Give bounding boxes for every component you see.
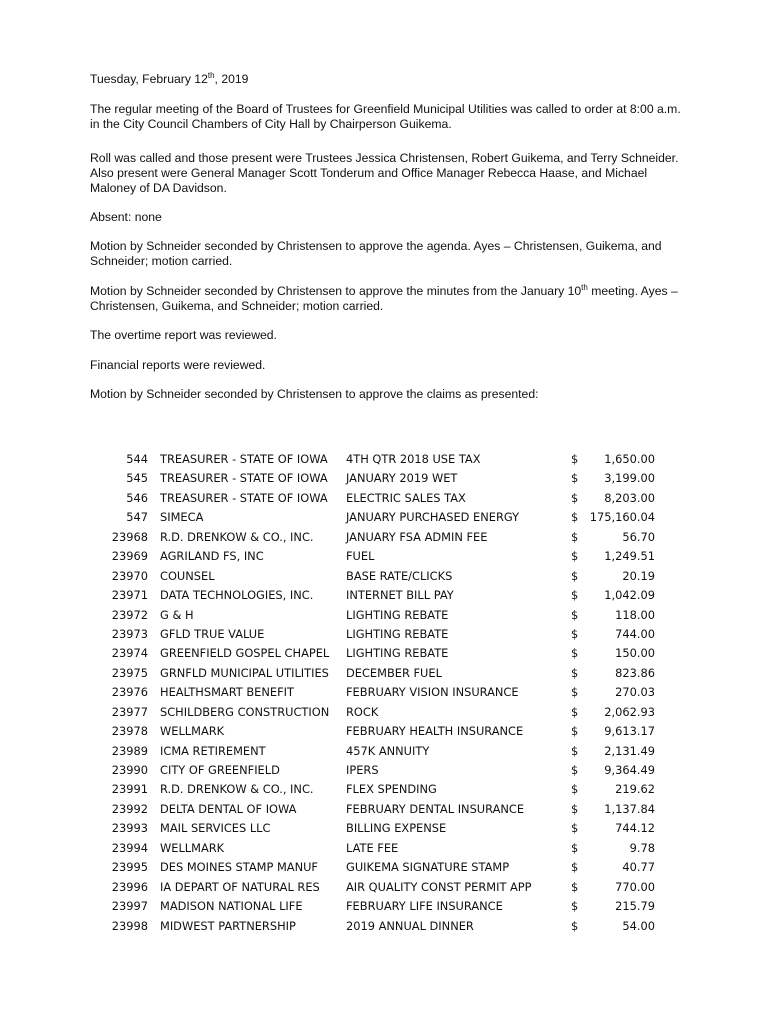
claim-number: 544	[126, 452, 148, 466]
claim-vendor: SIMECA	[160, 510, 204, 525]
claim-number: 23989	[111, 743, 148, 758]
claim-number: 23971	[111, 588, 148, 603]
claim-vendor: DATA TECHNOLOGIES, INC.	[160, 588, 314, 603]
claim-vendor: DES MOINES STAMP MANUF	[160, 860, 318, 875]
claim-row	[110, 780, 655, 799]
claim-description: 2019 ANNUAL DINNER	[346, 918, 474, 933]
claim-row	[110, 606, 655, 625]
claim-row	[110, 839, 655, 858]
claim-currency: $	[571, 724, 579, 739]
claim-row	[110, 528, 655, 547]
claim-number: 23993	[111, 821, 148, 836]
claim-row	[110, 917, 655, 936]
claim-vendor: TREASURER - STATE OF IOWA	[160, 452, 328, 466]
claim-currency: $	[571, 549, 579, 564]
claim-currency: $	[571, 918, 579, 933]
claim-amount: 3,199.00	[604, 471, 655, 486]
claim-description: AIR QUALITY CONST PERMIT APP	[346, 879, 532, 894]
claim-number: 23973	[111, 626, 148, 641]
claim-vendor: WELLMARK	[160, 724, 225, 739]
claim-currency: $	[571, 588, 579, 603]
absent-text: Absent: none	[90, 210, 162, 224]
claim-description: JANUARY FSA ADMIN FEE	[346, 529, 488, 544]
minutes-motion-rest: meeting. Ayes – Christensen, Guikema, and Schneider; motion carried.	[90, 284, 678, 313]
claim-amount: 2,131.49	[604, 743, 655, 758]
claim-row	[110, 761, 655, 780]
claim-currency: $	[571, 452, 579, 466]
claim-number: 23970	[111, 568, 148, 583]
claim-currency: $	[571, 626, 579, 641]
claim-vendor: GFLD TRUE VALUE	[160, 626, 265, 641]
claim-row	[110, 742, 655, 761]
claim-number: 23997	[111, 899, 148, 914]
claim-currency: $	[571, 704, 579, 719]
claim-description: 457K ANNUITY	[346, 743, 430, 758]
claim-amount: 744.12	[615, 821, 655, 836]
claim-amount: 1,137.84	[604, 801, 655, 816]
claim-currency: $	[571, 899, 579, 914]
claim-currency: $	[571, 821, 579, 836]
claim-description: BASE RATE/CLICKS	[346, 568, 453, 583]
claim-vendor: R.D. DRENKOW & CO., INC.	[160, 529, 314, 544]
claim-number: 23969	[111, 549, 148, 564]
claim-currency: $	[571, 801, 579, 816]
claim-currency: $	[571, 879, 579, 894]
claim-row	[110, 800, 655, 819]
claim-description: GUIKEMA SIGNATURE STAMP	[346, 860, 510, 875]
claim-amount: 175,160.04	[589, 510, 655, 525]
claim-amount: 744.00	[615, 626, 655, 641]
claim-amount: 9.78	[629, 840, 655, 855]
claim-row	[110, 489, 655, 508]
claim-description: ROCK	[346, 704, 379, 719]
claim-row	[110, 625, 655, 644]
claim-amount: 2,062.93	[604, 704, 655, 719]
claim-amount: 9,613.17	[604, 724, 655, 739]
claim-row	[110, 897, 655, 916]
claim-amount: 150.00	[615, 646, 655, 661]
claim-currency: $	[571, 743, 579, 758]
claim-currency: $	[571, 782, 579, 797]
claim-amount: 215.79	[615, 899, 655, 914]
claim-vendor: MADISON NATIONAL LIFE	[160, 899, 303, 914]
claim-amount: 8,203.00	[604, 490, 655, 505]
claim-description: LIGHTING REBATE	[346, 646, 449, 661]
claim-amount: 1,650.00	[604, 452, 655, 466]
claim-currency: $	[571, 607, 579, 622]
claim-row	[110, 586, 655, 605]
claim-row	[110, 878, 655, 897]
claim-vendor: G & H	[160, 607, 194, 622]
claim-description: INTERNET BILL PAY	[346, 588, 454, 603]
claim-vendor: GRNFLD MUNICIPAL UTILITIES	[160, 665, 329, 680]
claim-number: 23975	[111, 665, 148, 680]
claim-row	[110, 683, 655, 702]
claim-number: 23998	[111, 918, 148, 933]
claim-number: 23972	[111, 607, 148, 622]
roll-call-paragraph	[90, 151, 690, 196]
claim-row	[110, 703, 655, 722]
claim-vendor: IA DEPART OF NATURAL RES	[160, 879, 320, 894]
claim-description: FEBRUARY VISION INSURANCE	[346, 685, 519, 700]
claims-table	[110, 450, 655, 936]
minutes-motion-paragraph	[90, 284, 690, 314]
claim-vendor: GREENFIELD GOSPEL CHAPEL	[160, 646, 330, 661]
claim-row	[110, 469, 655, 488]
claim-amount: 56.70	[622, 529, 655, 544]
claim-currency: $	[571, 685, 579, 700]
overtime-paragraph	[90, 328, 690, 343]
claim-number: 23992	[111, 801, 148, 816]
claim-currency: $	[571, 568, 579, 583]
claim-description: FLEX SPENDING	[346, 782, 437, 797]
claim-number: 23991	[111, 782, 148, 797]
claim-row	[110, 567, 655, 586]
claims-motion-paragraph	[90, 387, 690, 402]
claim-description: IPERS	[346, 763, 379, 777]
claim-description: FEBRUARY HEALTH INSURANCE	[346, 724, 524, 739]
claim-row	[110, 547, 655, 566]
claim-vendor: MAIL SERVICES LLC	[160, 821, 271, 836]
claim-currency: $	[571, 665, 579, 680]
claim-amount: 270.03	[615, 685, 655, 700]
claim-vendor: AGRILAND FS, INC	[160, 549, 264, 564]
claim-vendor: CITY OF GREENFIELD	[160, 763, 280, 777]
claim-description: FUEL	[346, 549, 375, 564]
claim-description: 4TH QTR 2018 USE TAX	[346, 452, 481, 466]
claim-amount: 54.00	[622, 918, 655, 933]
claim-vendor: TREASURER - STATE OF IOWA	[160, 490, 328, 505]
overtime-text: The overtime report was reviewed.	[90, 328, 277, 342]
claim-row	[110, 508, 655, 527]
claim-currency: $	[571, 490, 579, 505]
claim-description: FEBRUARY LIFE INSURANCE	[346, 899, 503, 914]
claim-number: 23990	[111, 763, 148, 777]
meeting-date-suffix: th	[207, 70, 215, 80]
claim-description: LATE FEE	[346, 840, 399, 855]
minutes-motion-main: Motion by Schneider seconded by Christensen to approve the minutes from the January 10	[90, 284, 582, 298]
claim-currency: $	[571, 646, 579, 661]
claim-description: JANUARY PURCHASED ENERGY	[346, 510, 520, 525]
claim-row	[110, 722, 655, 741]
claim-vendor: COUNSEL	[160, 568, 215, 583]
claim-description: FEBRUARY DENTAL INSURANCE	[346, 801, 525, 816]
claim-description: LIGHTING REBATE	[346, 607, 449, 622]
financial-paragraph	[90, 358, 690, 373]
claim-row	[110, 450, 655, 469]
agenda-motion-paragraph	[90, 239, 690, 269]
meeting-date-year: , 2019	[214, 72, 249, 86]
meeting-date-main: Tuesday, February 12	[90, 72, 208, 86]
financial-text: Financial reports were reviewed.	[90, 358, 266, 372]
claims-motion-text: Motion by Schneider seconded by Christensen to approve the claims as presented:	[90, 387, 539, 401]
claim-currency: $	[571, 510, 579, 525]
claim-vendor: DELTA DENTAL OF IOWA	[160, 801, 297, 816]
claim-vendor: HEALTHSMART BENEFIT	[160, 685, 294, 700]
claim-number: 23974	[111, 646, 148, 661]
claim-row	[110, 664, 655, 683]
claim-currency: $	[571, 529, 579, 544]
claim-amount: 20.19	[622, 568, 655, 583]
claim-number: 23994	[111, 840, 148, 855]
call-to-order-paragraph	[90, 102, 690, 132]
claim-amount: 219.62	[615, 782, 655, 797]
claim-amount: 1,249.51	[604, 549, 655, 564]
claim-amount: 40.77	[622, 860, 655, 875]
claim-number: 547	[126, 510, 148, 525]
claim-row	[110, 858, 655, 877]
claim-number: 23976	[111, 685, 148, 700]
claim-description: JANUARY 2019 WET	[346, 471, 458, 486]
claim-description: BILLING EXPENSE	[346, 821, 447, 836]
claim-vendor: ICMA RETIREMENT	[160, 743, 266, 758]
claim-vendor: R.D. DRENKOW & CO., INC.	[160, 782, 314, 797]
claim-vendor: TREASURER - STATE OF IOWA	[160, 471, 328, 486]
claim-vendor: MIDWEST PARTNERSHIP	[160, 918, 296, 933]
claim-number: 23968	[111, 529, 148, 544]
claim-number: 23995	[111, 860, 148, 875]
claim-amount: 118.00	[615, 607, 655, 622]
claim-vendor: WELLMARK	[160, 840, 225, 855]
absent-paragraph	[90, 210, 690, 225]
claim-number: 23977	[111, 704, 148, 719]
claim-currency: $	[571, 471, 579, 486]
claim-number: 546	[126, 490, 148, 505]
claim-amount: 9,364.49	[604, 763, 655, 777]
claim-currency: $	[571, 763, 579, 777]
claim-amount: 770.00	[615, 879, 655, 894]
claim-description: DECEMBER FUEL	[346, 665, 442, 680]
claim-row	[110, 644, 655, 663]
claim-description: ELECTRIC SALES TAX	[346, 490, 466, 505]
claim-description: LIGHTING REBATE	[346, 626, 449, 641]
claim-amount: 823.86	[615, 665, 655, 680]
claim-currency: $	[571, 860, 579, 875]
claim-number: 545	[126, 471, 148, 486]
roll-call-text: Roll was called and those present were Trustees Jessica Christensen, Robert Guikema, and Terry Schneider. Also present were General Manager Scott Tonderum and Office Manager Rebecca Haase, and Michael Maloney of DA Davidson.	[90, 151, 679, 195]
claim-vendor: SCHILDBERG CONSTRUCTION	[160, 704, 330, 719]
meeting-date	[90, 72, 690, 87]
minutes-motion-suffix: th	[581, 282, 588, 292]
call-to-order-text: The regular meeting of the Board of Trustees for Greenfield Municipal Utilities was called to order at 8:00 a.m. in the City Council Chambers of City Hall by Chairperson Guikema.	[90, 102, 681, 131]
claim-number: 23996	[111, 879, 148, 894]
claim-currency: $	[571, 840, 579, 855]
claim-row	[110, 819, 655, 838]
claim-number: 23978	[111, 724, 148, 739]
agenda-motion-text: Motion by Schneider seconded by Christensen to approve the agenda. Ayes – Christensen, Guikema, and Schneider; motion carried.	[90, 239, 662, 268]
claim-amount: 1,042.09	[604, 588, 655, 603]
